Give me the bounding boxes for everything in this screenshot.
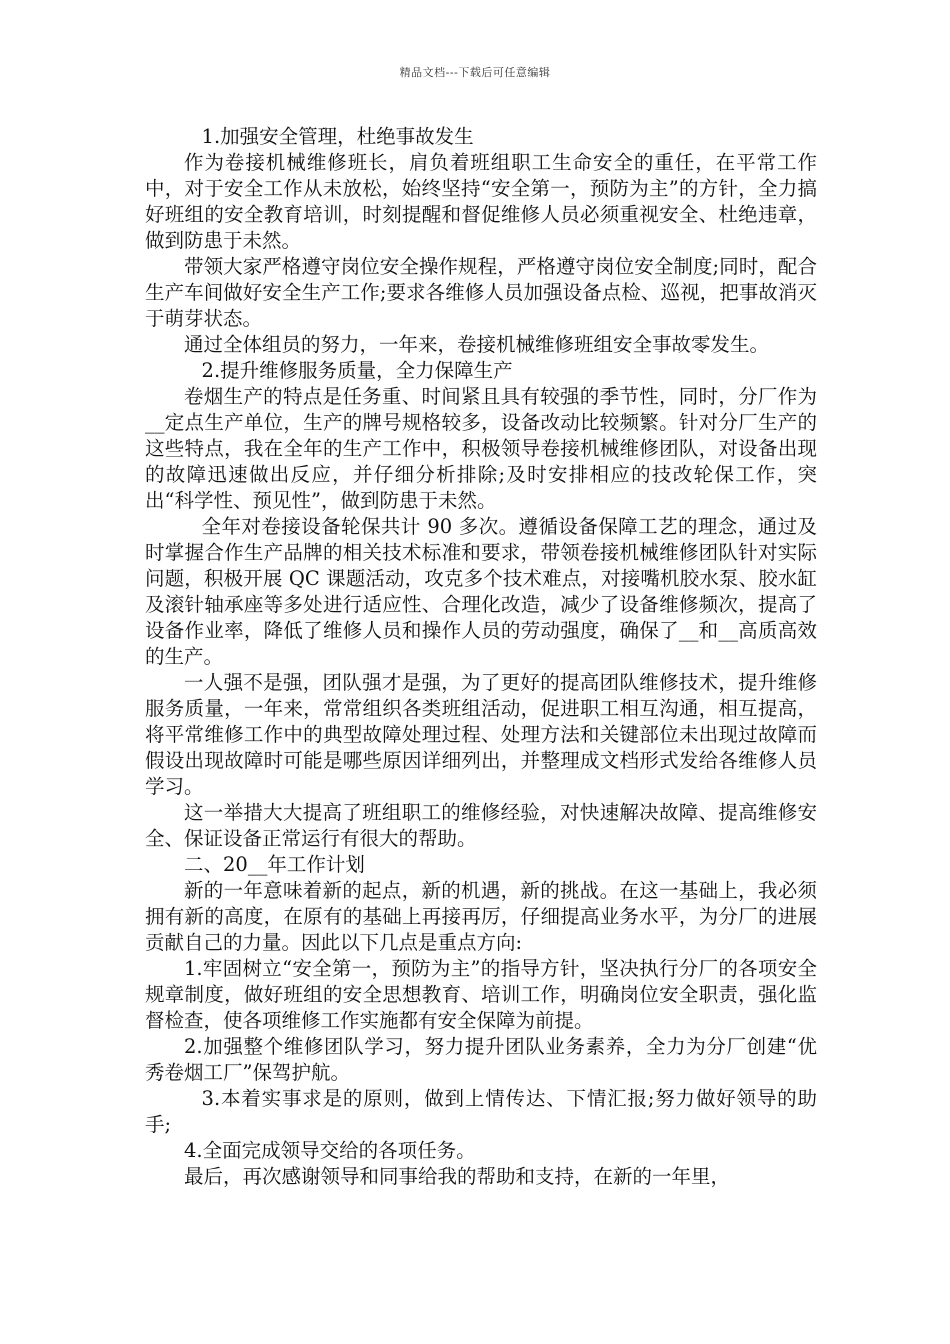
page-header-watermark: 精品文档---下载后可任意编辑 (399, 66, 551, 79)
section-heading-safety: 1.加强安全管理，杜绝事故发生 (201, 125, 474, 148)
paragraph: 一人强不是强，团队强才是强，为了更好的提高团队维修技术，提升维修服务质量，一年来，常常组织各类班组活动，促进职工相互沟通，相互提高，将平常维修工作中的典型故障处理过程、处理方法和关键部位未出现过故障而假设出现故障时可能是哪些原因详细列出，并整理成文档形式发给各维修人员学习。 (145, 671, 817, 798)
closing-paragraph: 最后，再次感谢领导和同事给我的帮助和支持，在新的一年里， (184, 1165, 731, 1188)
paragraph: 这一举措大大提高了班组职工的维修经验，对快速解决故障、提高维修安全、保证设备正常运行有很大的帮助。 (145, 801, 817, 850)
paragraph: 作为卷接机械维修班长，肩负着班组职工生命安全的重任，在平常工作中，对于安全工作从未放松，始终坚持“安全第一，预防为主”的方针，全力搞好班组的安全教育培训，时刻提醒和督促维修人员必须重视安全、杜绝违章，做到防患于未然。 (145, 151, 817, 252)
paragraph: 带领大家严格遵守岗位安全操作规程，严格遵守岗位安全制度;同时，配合生产车间做好安全生产工作;要求各维修人员加强设备点检、巡视，把事故消灭于萌芽状态。 (145, 255, 817, 330)
plan-item-1: 1.牢固树立“安全第一，预防为主”的指导方针，坚决执行分厂的各项安全规章制度，做好班组的安全思想教育、培训工作，明确岗位安全职责，强化监督检查，使各项维修工作实施都有安全保障为前提。 (145, 957, 817, 1032)
paragraph: 新的一年意味着新的起点，新的机遇，新的挑战。在这一基础上，我必须拥有新的高度，在原有的基础上再接再厉，仔细提高业务水平，为分厂的进展贡献自己的力量。因此以下几点是重点方向: (145, 879, 817, 954)
document-body (145, 124, 817, 1190)
section-heading-service-quality: 2.提升维修服务质量，全力保障生产 (201, 359, 513, 382)
plan-item-4: 4.全面完成领导交给的各项任务。 (184, 1139, 476, 1162)
plan-item-2: 2.加强整个维修团队学习，努力提升团队业务素养，全力为分厂创建“优秀卷烟工厂”保驾护航。 (145, 1035, 817, 1084)
paragraph: 通过全体组员的努力，一年来，卷接机械维修班组安全事故零发生。 (184, 333, 770, 356)
paragraph: 卷烟生产的特点是任务重、时间紧且具有较强的季节性，同时，分厂作为__定点生产单位，生产的牌号规格较多，设备改动比较频繁。针对分厂生产的这些特点，我在全年的生产工作中，积极领导卷接机械维修团队，对设备出现的故障迅速做出反应，并仔细分析排除;及时安排相应的技改轮保工作，突出“科学性、预见性”，做到防患于未然。 (145, 385, 817, 512)
paragraph: 全年对卷接设备轮保共计 90 多次。遵循设备保障工艺的理念，通过及时掌握合作生产品牌的相关技术标准和要求，带领卷接机械维修团队针对实际问题，积极开展 QC 课题活动，攻克多个技术难点，对接嘴机胶水泵、胶水缸及滚针轴承座等多处进行适应性、合理化改造，减少了设备维修频次，提高了设备作业率，降低了维修人员和操作人员的劳动强度，确保了__和__高质高效的生产。 (145, 515, 817, 668)
section-heading-work-plan: 二、20__年工作计划 (184, 853, 365, 876)
plan-item-3: 3.本着实事求是的原则，做到上情传达、下情汇报;努力做好领导的助手; (145, 1087, 817, 1136)
